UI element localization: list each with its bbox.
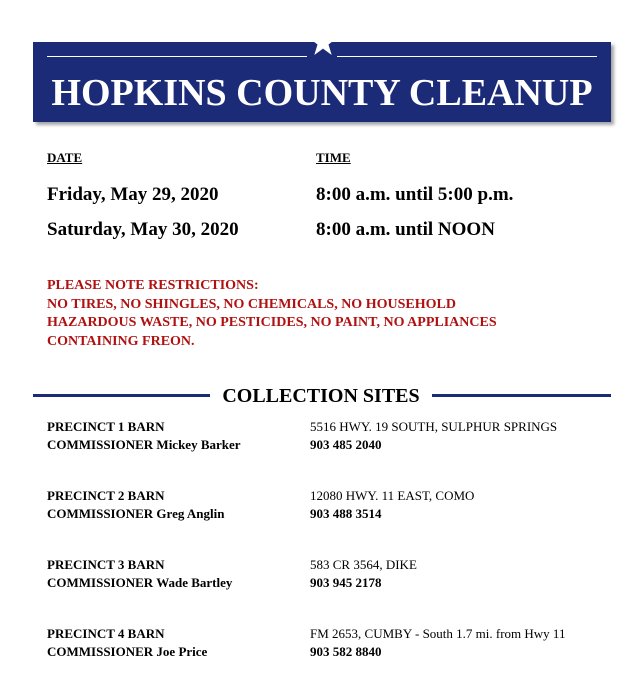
restrictions-line: NO TIRES, NO SHINGLES, NO CHEMICALS, NO HOUSEHOLD xyxy=(47,296,456,312)
site-contact-precinct-4 xyxy=(310,625,565,660)
schedule-time-friday: 8:00 a.m. until 5:00 p.m. xyxy=(316,184,514,205)
site-address: 583 CR 3564, DIKE xyxy=(310,557,417,572)
collection-sites-heading: COLLECTION SITES xyxy=(210,384,432,408)
site-commissioner: COMMISSIONER Greg Anglin xyxy=(47,505,225,521)
site-entry-precinct-4 xyxy=(47,625,207,660)
schedule-date-friday: Friday, May 29, 2020 xyxy=(47,184,219,205)
site-contact-precinct-2 xyxy=(310,487,474,522)
time-header: TIME xyxy=(316,150,351,165)
site-phone: 903 488 3514 xyxy=(310,505,382,521)
section-rule-right xyxy=(431,394,611,397)
site-name: PRECINCT 2 BARN xyxy=(47,488,165,503)
site-commissioner: COMMISSIONER Joe Price xyxy=(47,643,208,659)
restrictions-heading: PLEASE NOTE RESTRICTIONS: xyxy=(47,278,259,293)
page-title: HOPKINS COUNTY CLEANUP xyxy=(51,72,593,114)
restrictions-line: HAZARDOUS WASTE, NO PESTICIDES, NO PAINT, NO APPLIANCES xyxy=(47,315,497,330)
banner-rule-right xyxy=(337,56,597,57)
date-header: DATE xyxy=(47,150,83,165)
site-address: 12080 HWY. 11 EAST, COMO xyxy=(310,488,475,503)
restrictions-notice xyxy=(47,277,607,351)
site-commissioner: COMMISSIONER Mickey Barker xyxy=(47,436,241,452)
site-entry-precinct-1 xyxy=(47,418,241,453)
section-rule-left xyxy=(33,394,211,397)
site-phone: 903 945 2178 xyxy=(310,574,382,590)
title-banner xyxy=(33,42,611,122)
site-contact-precinct-3 xyxy=(310,556,417,591)
site-commissioner: COMMISSIONER Wade Bartley xyxy=(47,574,233,590)
site-name: PRECINCT 3 BARN xyxy=(47,557,165,572)
site-name: PRECINCT 4 BARN xyxy=(47,626,165,641)
site-entry-precinct-2 xyxy=(47,487,224,522)
banner-rule-left xyxy=(47,56,307,57)
site-address: 5516 HWY. 19 SOUTH, SULPHUR SPRINGS xyxy=(310,419,558,434)
restrictions-line: CONTAINING FREON. xyxy=(47,333,195,349)
site-phone: 903 582 8840 xyxy=(310,643,382,659)
schedule-time-saturday: 8:00 a.m. until NOON xyxy=(316,219,495,240)
schedule-date-saturday: Saturday, May 30, 2020 xyxy=(47,219,239,240)
site-address: FM 2653, CUMBY - South 1.7 mi. from Hwy 11 xyxy=(310,626,566,641)
star-icon xyxy=(308,27,338,57)
site-name: PRECINCT 1 BARN xyxy=(47,419,165,434)
site-entry-precinct-3 xyxy=(47,556,232,591)
site-contact-precinct-1 xyxy=(310,418,557,453)
site-phone: 903 485 2040 xyxy=(310,436,382,452)
